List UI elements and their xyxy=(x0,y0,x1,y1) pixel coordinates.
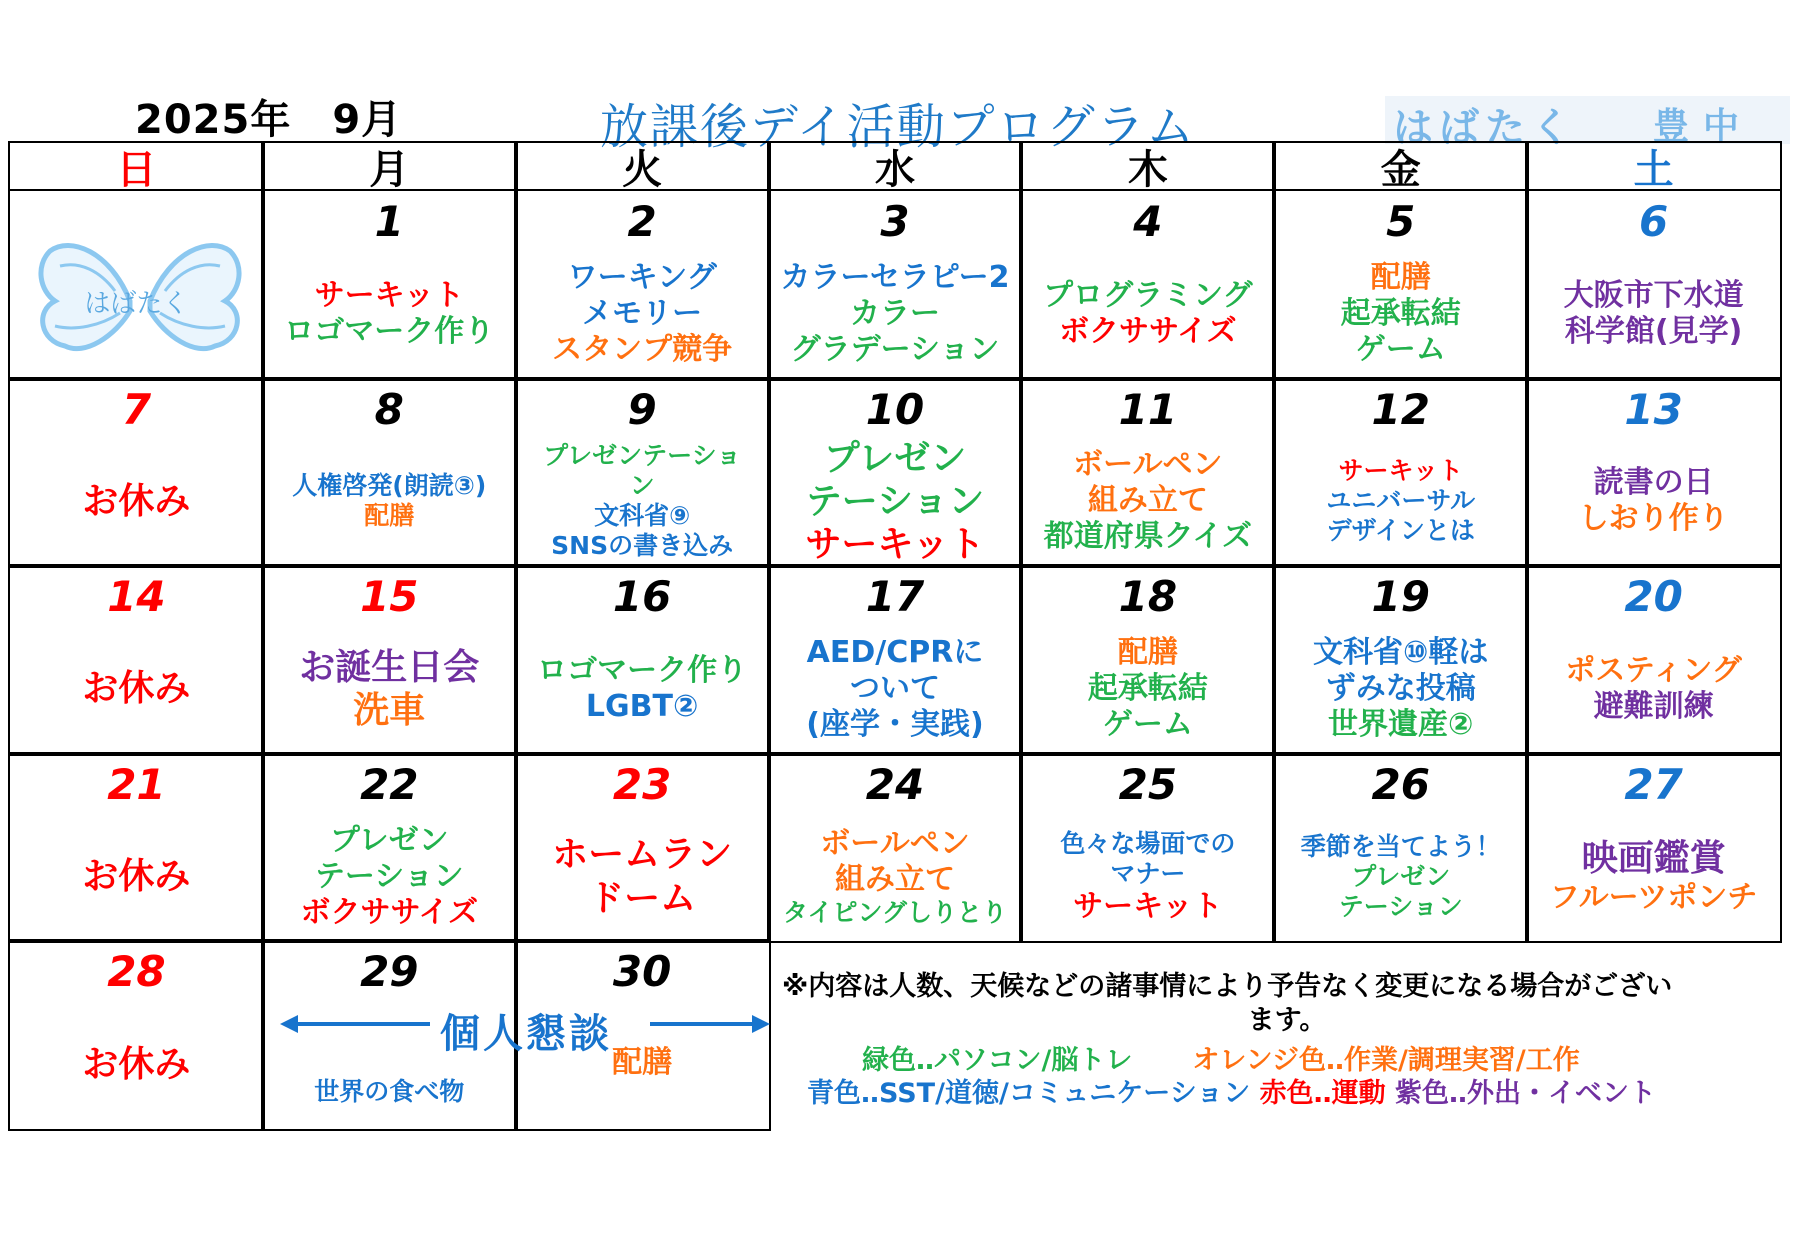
day-number: 5 xyxy=(1386,197,1416,246)
day-cell[interactable] xyxy=(261,564,518,756)
activity-line: グラデーション xyxy=(790,331,1000,367)
activity-line: ボクササイズ xyxy=(300,894,479,930)
day-number: 17 xyxy=(865,572,925,622)
weekday-1: 月 xyxy=(261,141,518,191)
day-number: 27 xyxy=(1624,759,1683,809)
activity-line: プログラミング xyxy=(1043,277,1253,313)
activity-line: 都道府県クイズ xyxy=(1043,519,1252,555)
activity-line: 科学館(見学) xyxy=(1564,313,1743,349)
activity-line: ボクササイズ xyxy=(1059,313,1237,349)
activity-line: ホームラン xyxy=(552,834,733,876)
day-cell[interactable] xyxy=(1525,564,1782,756)
activity-line: 起承転結 xyxy=(1087,670,1208,706)
brand-logo xyxy=(1385,96,1790,151)
day-cell[interactable] xyxy=(514,564,771,756)
day-cell[interactable] xyxy=(767,377,1024,569)
day-cell[interactable] xyxy=(514,752,771,944)
day-number: 23 xyxy=(612,759,672,809)
day-number: 15 xyxy=(360,572,419,622)
day-cell[interactable] xyxy=(261,377,518,569)
day-cell[interactable] xyxy=(1525,752,1782,944)
note-line-2: ます。 xyxy=(1247,1004,1327,1036)
weekday-5: 金 xyxy=(1272,141,1529,191)
activity-line: スタンプ競争 xyxy=(552,331,733,367)
day-number: 11 xyxy=(1118,384,1178,434)
logo-cell xyxy=(8,189,265,381)
activity-line: ポスティング xyxy=(1565,652,1742,688)
activity-line: 世界の食べ物 xyxy=(314,1077,465,1107)
day-cell[interactable] xyxy=(1272,377,1529,569)
day-cell[interactable] xyxy=(8,564,265,756)
day-number: 20 xyxy=(1624,572,1683,622)
activity-line: フルーツポンチ xyxy=(1549,880,1758,916)
legend-row-2 xyxy=(782,1077,1792,1111)
weekday-6: 土 xyxy=(1525,141,1782,191)
interview-banner xyxy=(280,1000,770,1060)
day-number: 26 xyxy=(1371,759,1430,809)
activity-line: 洗車 xyxy=(353,689,426,731)
activity-line: お休み xyxy=(82,480,191,522)
day-cell[interactable] xyxy=(261,752,518,944)
weekday-4: 木 xyxy=(1019,141,1276,191)
activity-line: 配膳 xyxy=(612,1045,673,1081)
day-number: 30 xyxy=(612,947,672,997)
day-number: 10 xyxy=(865,384,925,434)
interview-label: 個人懇談 xyxy=(440,1011,612,1057)
activity-line: プレゼンテーショ xyxy=(543,441,742,471)
day-number: 16 xyxy=(612,572,672,622)
activity-line: 配膳 xyxy=(1117,634,1178,670)
activity-line: サーキット xyxy=(1073,888,1223,924)
activity-line: お休み xyxy=(82,668,191,710)
activity-line: 色々な場面での xyxy=(1060,828,1236,858)
day-number: 13 xyxy=(1624,384,1683,434)
day-number: 6 xyxy=(1638,197,1669,246)
activity-line: 配膳 xyxy=(1370,259,1431,295)
weekday-3: 水 xyxy=(767,141,1024,191)
activity-line: ついて xyxy=(850,670,940,706)
day-cell[interactable] xyxy=(1272,189,1529,381)
legend-note xyxy=(782,970,1792,1111)
activity-line: ボールペン xyxy=(1073,447,1223,483)
day-cell[interactable] xyxy=(767,752,1024,944)
weekday-2: 火 xyxy=(514,141,771,191)
activity-line: 避難訓練 xyxy=(1593,688,1714,724)
activity-line: テーション xyxy=(805,480,985,522)
day-cell[interactable] xyxy=(1019,189,1276,381)
day-number: 3 xyxy=(880,197,910,246)
activity-line: SNSの書き込み xyxy=(551,531,734,561)
day-cell[interactable] xyxy=(1019,377,1276,569)
day-number: 19 xyxy=(1371,572,1430,622)
day-number: 22 xyxy=(360,759,419,809)
legend-row-1 xyxy=(782,1044,1792,1078)
activity-line: お休み xyxy=(82,856,191,897)
activity-line: 大阪市下水道 xyxy=(1563,277,1744,313)
day-cell[interactable] xyxy=(1019,752,1276,944)
activity-line: 映画鑑賞 xyxy=(1581,838,1726,879)
activity-line: メモリー xyxy=(582,295,703,331)
activity-line: 文科省⑩軽は xyxy=(1313,634,1489,670)
activity-line: タイピングしりとり xyxy=(783,897,1008,927)
activity-line: 読書の日 xyxy=(1593,465,1714,501)
day-cell[interactable] xyxy=(8,752,265,944)
activity-line: LGBT② xyxy=(585,688,699,724)
activity-line: サーキット xyxy=(314,277,464,313)
day-cell[interactable] xyxy=(767,564,1024,756)
activity-line: プレゼン xyxy=(823,437,967,479)
activity-line: お誕生日会 xyxy=(299,646,480,688)
day-number: 14 xyxy=(107,572,166,622)
activity-line: しおり作り xyxy=(1578,501,1729,537)
day-number: 4 xyxy=(1133,197,1163,246)
day-number: 1 xyxy=(374,197,404,246)
activity-line: 季節を当てよう！ xyxy=(1300,831,1501,861)
day-cell[interactable] xyxy=(514,377,771,569)
day-cell[interactable] xyxy=(1272,564,1529,756)
day-number: 9 xyxy=(627,384,657,434)
logo-kana: はばたく xyxy=(1393,105,1577,151)
day-number: 21 xyxy=(107,759,166,809)
activity-line: デザインとは xyxy=(1326,516,1475,546)
activity-line: 世界遺産② xyxy=(1328,706,1474,742)
logo-place: 豊中 xyxy=(1653,106,1754,147)
activity-line: プレゼン xyxy=(1351,861,1451,891)
day-cell[interactable] xyxy=(1525,189,1782,381)
activity-line: サーキット xyxy=(1338,456,1463,486)
page-title: 放課後デイ活動プログラム xyxy=(600,99,1197,155)
activity-line: 人権啓発(朗読③) xyxy=(292,471,487,501)
day-number: 12 xyxy=(1371,384,1430,434)
day-number: 28 xyxy=(107,947,166,997)
day-cell[interactable] xyxy=(767,189,1024,381)
activity-line: AED/CPRに xyxy=(806,634,984,670)
legend-orange: オレンジ色‥作業/調理実習/工作 xyxy=(1192,1044,1580,1076)
activity-line: 文科省⑨ xyxy=(594,501,691,531)
activity-line: ゲーム xyxy=(1102,706,1193,742)
day-cell[interactable] xyxy=(8,939,265,1131)
activity-line: (座学・実践) xyxy=(806,706,984,742)
activity-line: プレゼン xyxy=(329,822,449,858)
activity-line: ロゴマーク作り xyxy=(284,313,495,349)
weekday-0: 日 xyxy=(8,141,265,191)
legend-purple: 紫色‥外出・イベント xyxy=(1395,1078,1657,1110)
activity-line: 配膳 xyxy=(364,501,415,531)
activity-line: ロゴマーク作り xyxy=(537,652,748,688)
activity-line: ワーキング xyxy=(567,259,717,295)
activity-line: テーション xyxy=(1338,891,1463,921)
activity-line: ン xyxy=(629,471,655,501)
day-cell[interactable] xyxy=(261,189,518,381)
day-number: 18 xyxy=(1118,572,1178,622)
day-number: 2 xyxy=(627,197,657,246)
activity-line: 組み立て xyxy=(1087,483,1208,519)
legend-blue: 青色‥SST/道徳/コミュニケーション xyxy=(807,1078,1251,1110)
day-number: 29 xyxy=(360,947,419,997)
activity-line: お休み xyxy=(82,1043,191,1085)
activity-line: ボールペン xyxy=(820,825,970,861)
day-number: 25 xyxy=(1118,759,1178,809)
logo-cell-text: はばたく xyxy=(84,289,189,319)
activity-line: 組み立て xyxy=(835,861,955,897)
day-number: 8 xyxy=(374,384,404,434)
activity-line: マナー xyxy=(1110,858,1186,888)
day-cell[interactable] xyxy=(8,377,265,569)
activity-line: カラーセラピー2 xyxy=(780,259,1010,295)
legend-green: 緑色‥パソコン/脳トレ xyxy=(862,1044,1133,1076)
day-cell[interactable] xyxy=(1272,752,1529,944)
day-number: 7 xyxy=(121,384,152,434)
day-cell[interactable] xyxy=(514,189,771,381)
day-cell[interactable] xyxy=(1525,377,1782,569)
activity-line: ゲーム xyxy=(1355,331,1446,367)
activity-line: 起承転結 xyxy=(1340,295,1461,331)
activity-line: テーション xyxy=(314,858,464,894)
calendar-month: 2025年 9月 xyxy=(135,97,403,143)
activity-line: カラー xyxy=(850,295,940,331)
activity-line: ユニバーサル xyxy=(1326,486,1476,516)
activity-line: ずみな投稿 xyxy=(1325,670,1476,706)
note-line-1: ※内容は人数、天候などの諸事情により予告なく変更になる場合がござい xyxy=(782,971,1673,1002)
activity-line: ドーム xyxy=(588,877,697,919)
day-number: 24 xyxy=(865,759,925,809)
activity-line: サーキット xyxy=(805,523,985,565)
day-cell[interactable] xyxy=(1019,564,1276,756)
legend-red: 赤色‥運動 xyxy=(1259,1078,1386,1110)
